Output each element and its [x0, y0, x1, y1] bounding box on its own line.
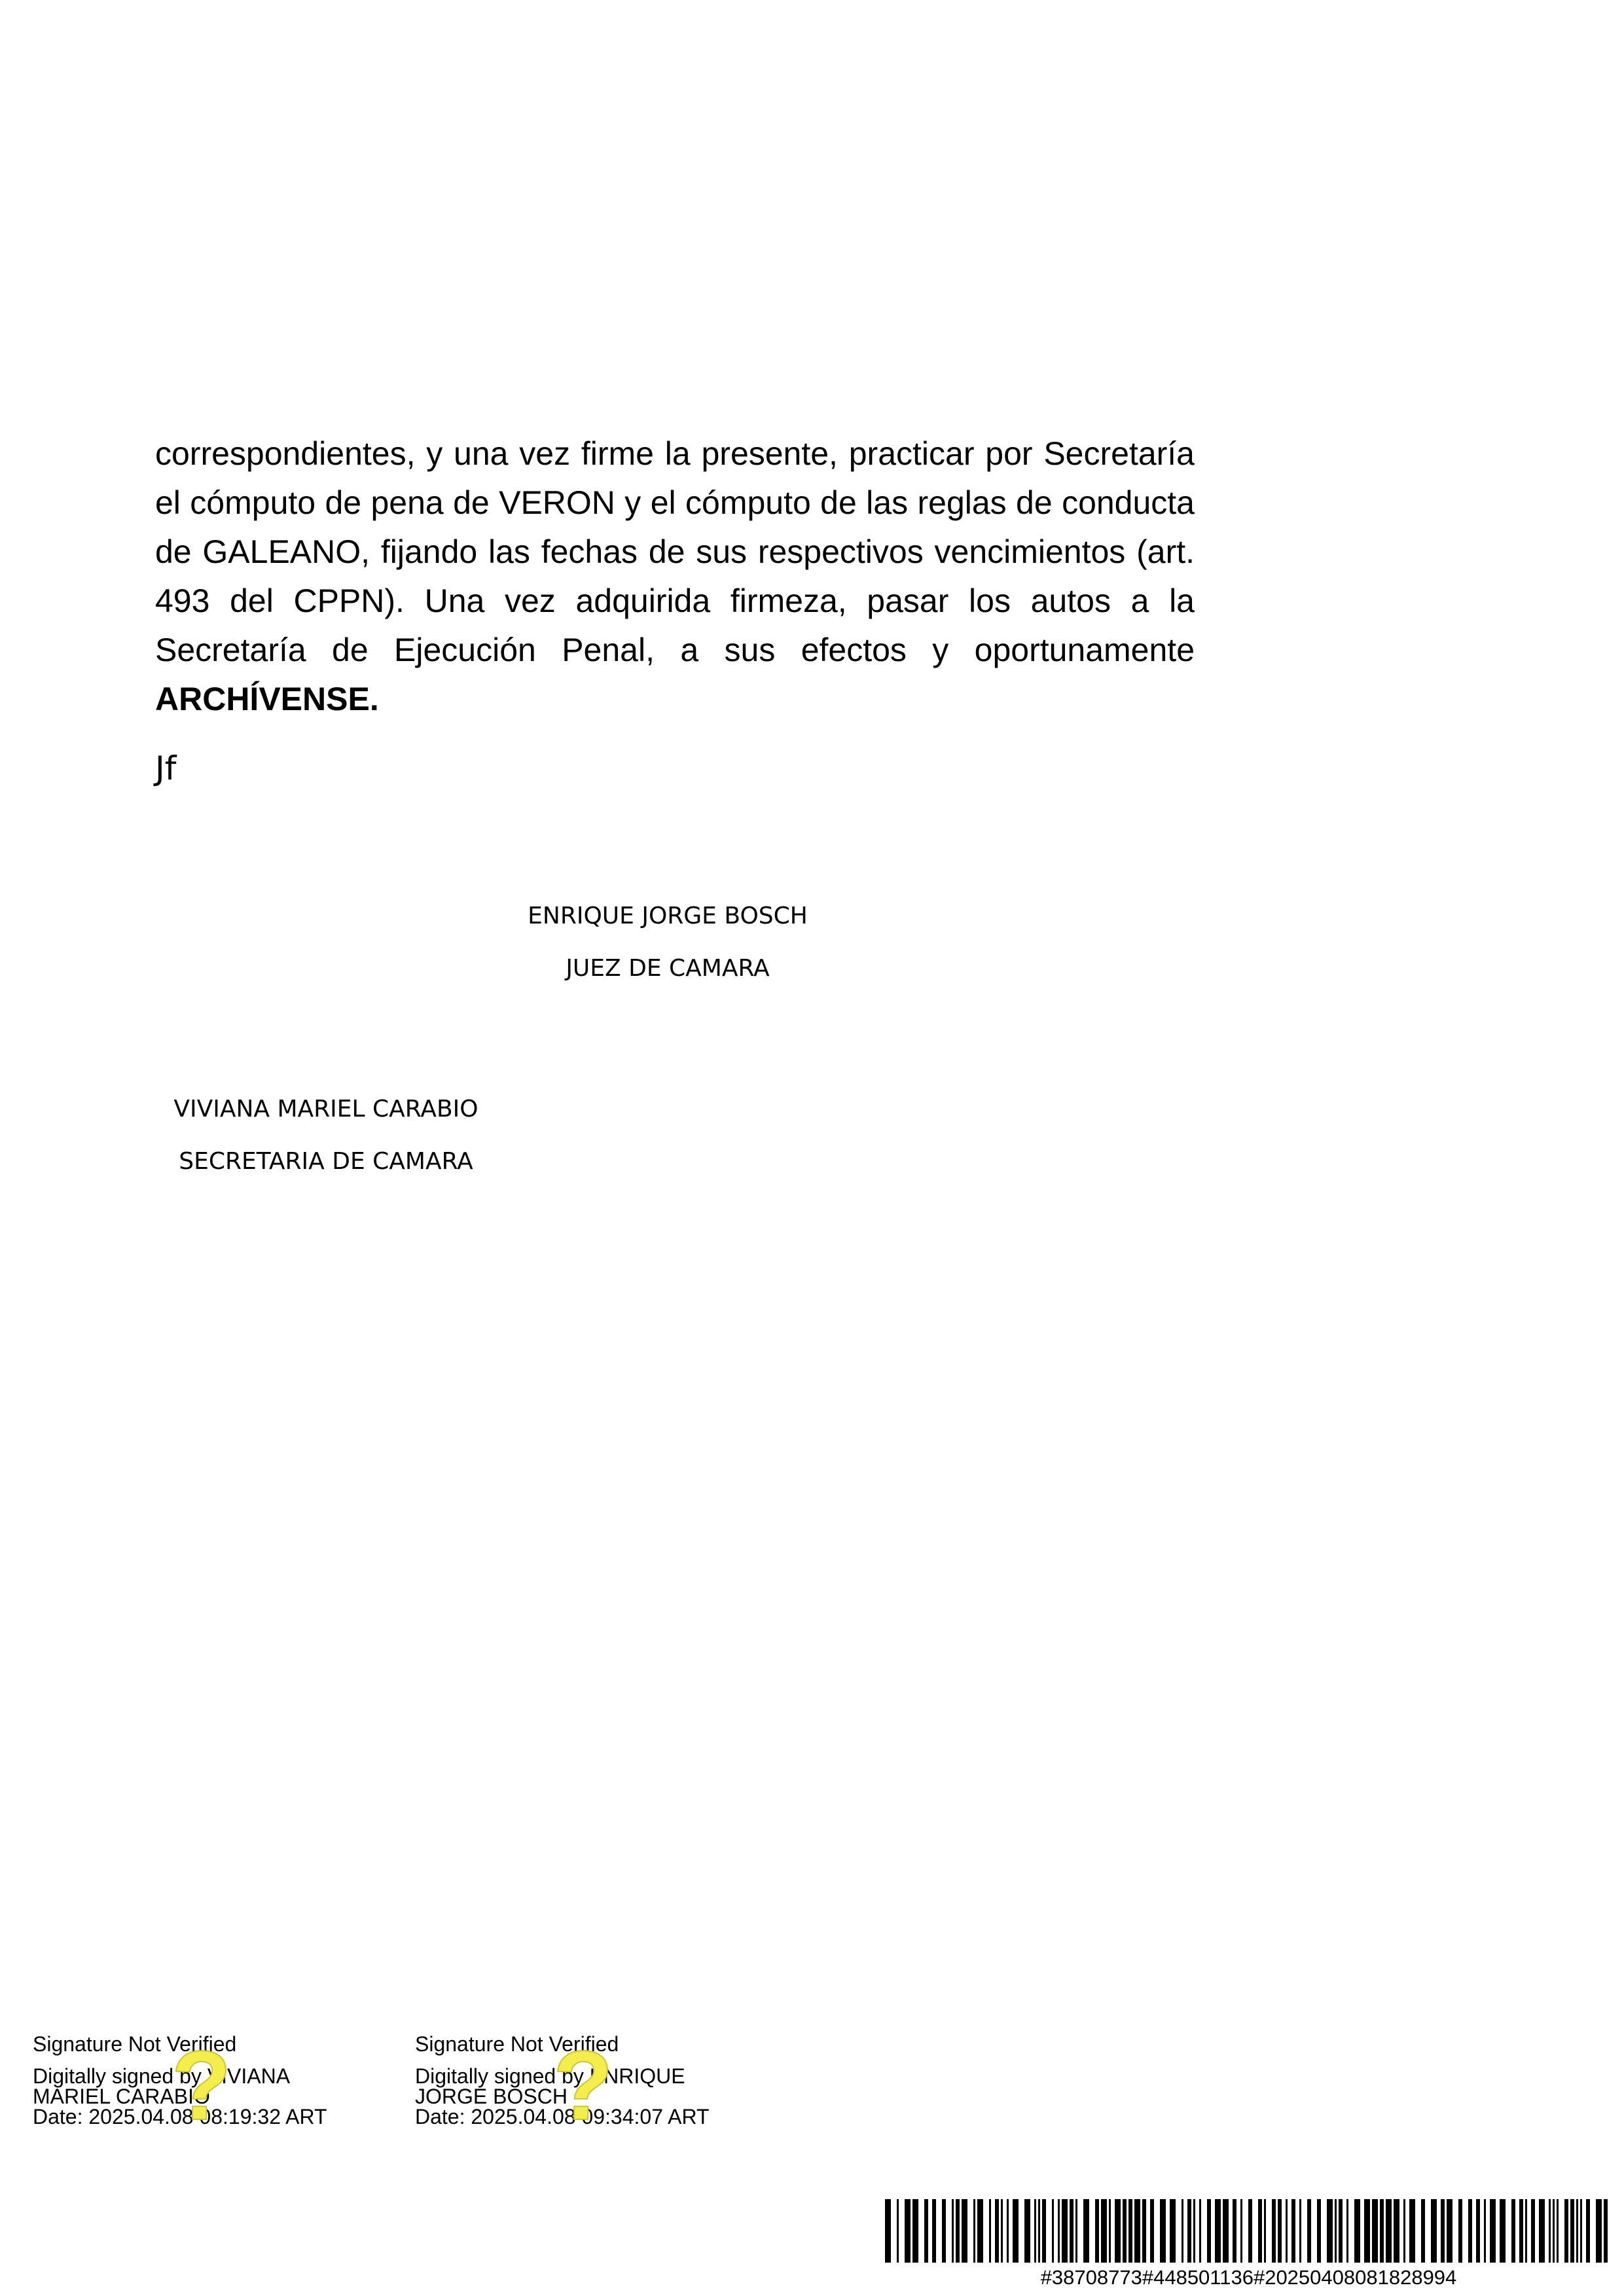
barcode-bar [1272, 2199, 1276, 2263]
barcode-bar [1431, 2199, 1437, 2263]
barcode-bar [962, 2199, 967, 2263]
signed-by-line: Digitally signed by VIVIANA [33, 2064, 291, 2088]
signed-by-line: JORGE BOSCH [415, 2085, 568, 2108]
barcode-bar [977, 2199, 983, 2263]
barcode-bar [1115, 2199, 1121, 2263]
barcode-bar [942, 2199, 946, 2263]
author-initials: Jf [155, 749, 177, 787]
barcode-bar [1500, 2199, 1506, 2263]
barcode-bar [1291, 2199, 1295, 2263]
barcode-bar [1490, 2199, 1496, 2263]
resolution-body [155, 429, 1195, 724]
barcode-bar [1128, 2199, 1132, 2263]
secretary-signature-block [130, 1083, 522, 1188]
barcode-bar [932, 2199, 936, 2263]
barcode-bar [1335, 2199, 1337, 2263]
barcode-bar [1468, 2199, 1472, 2263]
barcode-bar [1240, 2199, 1242, 2263]
barcode-bar [885, 2199, 891, 2263]
barcode-bar [1083, 2199, 1089, 2263]
barcode-bar [1570, 2199, 1574, 2263]
barcode-bar [1339, 2199, 1343, 2263]
barcode-bar [1553, 2199, 1555, 2263]
barcode-bar [897, 2199, 899, 2263]
barcode-bar [1580, 2199, 1582, 2263]
barcode-bar [1170, 2199, 1176, 2263]
barcode-bar [1070, 2199, 1074, 2263]
barcode-bar [1447, 2199, 1453, 2263]
barcode-bar [952, 2199, 954, 2263]
barcode-bar [1557, 2199, 1559, 2263]
barcode-bar [1248, 2199, 1252, 2263]
barcode-bar [1258, 2199, 1262, 2263]
barcode-bar [1458, 2199, 1462, 2263]
barcode-bar [1215, 2199, 1221, 2263]
barcode-bar [973, 2199, 975, 2263]
barcode-bar [1134, 2199, 1140, 2263]
barcode-bar [1062, 2199, 1068, 2263]
judge-signature-block [471, 890, 864, 995]
barcode-bar [1123, 2199, 1127, 2263]
barcode-bar [1264, 2199, 1266, 2263]
archive-order: ARCHÍVENSE. [155, 681, 379, 717]
barcode-bar [1095, 2199, 1099, 2263]
barcode-bar [905, 2199, 911, 2263]
signature-date: Date: 2025.04.08 09:34:07 ART [415, 2105, 710, 2128]
signed-by-line: MARIEL CARABIO [33, 2085, 210, 2108]
barcode-bar [1409, 2199, 1415, 2263]
barcode-bar [1299, 2199, 1301, 2263]
barcode-bar [1286, 2199, 1288, 2263]
barcode-bar [1223, 2199, 1229, 2263]
barcode-bar [1564, 2199, 1568, 2263]
question-mark-icon[interactable]: ? [553, 2030, 613, 2140]
barcode-bar [1182, 2199, 1183, 2263]
resolution-paragraph [155, 429, 1195, 724]
barcode-bar [1539, 2199, 1545, 2263]
judge-name: ENRIQUE JORGE BOSCH [528, 903, 808, 929]
barcode-bar [1484, 2199, 1486, 2263]
barcode-bar [1058, 2199, 1060, 2263]
barcode-bar [1364, 2199, 1370, 2263]
barcode-bar [1372, 2199, 1378, 2263]
barcode-bar [1034, 2199, 1036, 2263]
secretary-title: SECRETARIA DE CAMARA [179, 1148, 473, 1175]
barcode-bar [1421, 2199, 1425, 2263]
barcode-bar [1199, 2199, 1201, 2263]
barcode-bar [1380, 2199, 1384, 2263]
barcode-bar [1476, 2199, 1480, 2263]
barcode-bar [1403, 2199, 1405, 2263]
barcode-bar [1278, 2199, 1282, 2263]
signed-by-line: Digitally signed by ENRIQUE [415, 2064, 685, 2088]
barcode-bar [1007, 2199, 1009, 2263]
barcode-bar [1511, 2199, 1515, 2263]
barcode-bar [1013, 2199, 1019, 2263]
signature-status: Signature Not Verified [33, 2032, 237, 2056]
barcode-bar [989, 2199, 991, 2263]
barcode-bar [912, 2199, 918, 2263]
barcode-bar [1531, 2199, 1535, 2263]
barcode-bar [1233, 2199, 1236, 2263]
barcode-number: #38708773#448501136#20250408081828994 [1040, 2266, 1457, 2289]
barcode-bar [924, 2199, 928, 2263]
barcode-bar [1038, 2199, 1040, 2263]
barcode-bar [1109, 2199, 1111, 2263]
barcode-bar [1101, 2199, 1107, 2263]
barcode-bar [1596, 2199, 1602, 2263]
barcode-bar [1604, 2199, 1608, 2263]
barcode-bar [1042, 2199, 1046, 2263]
barcode-bar [1346, 2199, 1348, 2263]
barcode-bar [1354, 2199, 1360, 2263]
barcode-icon [885, 2199, 1612, 2263]
barcode-bar [1386, 2199, 1392, 2263]
barcode-bar [1193, 2199, 1195, 2263]
barcode-bar [1024, 2199, 1030, 2263]
barcode-bar [1187, 2199, 1191, 2263]
question-mark-icon[interactable]: ? [171, 2030, 232, 2140]
signature-status: Signature Not Verified [415, 2032, 619, 2056]
barcode-bar [1150, 2199, 1154, 2263]
barcode-bar [1307, 2199, 1311, 2263]
barcode-bar [1576, 2199, 1578, 2263]
barcode-bar [1317, 2199, 1321, 2263]
barcode-bar [1207, 2199, 1211, 2263]
barcode-bar [956, 2199, 960, 2263]
barcode-bar [1525, 2199, 1527, 2263]
barcode-bar [1001, 2199, 1003, 2263]
barcode-bar [1160, 2199, 1166, 2263]
secretary-name: VIVIANA MARIEL CARABIO [173, 1096, 478, 1122]
barcode-bar [995, 2199, 999, 2263]
barcode-bar [1549, 2199, 1551, 2263]
barcode-bar [1519, 2199, 1523, 2263]
barcode-bar [1441, 2199, 1445, 2263]
barcode-bar [1327, 2199, 1333, 2263]
signature-date: Date: 2025.04.08 08:19:32 ART [33, 2105, 327, 2128]
judge-title: JUEZ DE CAMARA [566, 955, 770, 982]
barcode-bar [1586, 2199, 1590, 2263]
barcode-bar [1075, 2199, 1077, 2263]
paragraph-text: correspondientes, y una vez firme la presente, practicar por Secretaría el cómputo de pena de VERON y el cómputo de las reglas de conducta de GALEANO, fijando las fechas de sus respectivos vencimientos (art. 493 del CPPN). Una vez adquirida firmeza, pasar los autos a la Secretaría de Ejecución Penal, a sus efectos y oportunamente [155, 435, 1195, 668]
barcode-bar [1052, 2199, 1054, 2263]
barcode-bar [1142, 2199, 1146, 2263]
barcode-bar [1394, 2199, 1399, 2263]
